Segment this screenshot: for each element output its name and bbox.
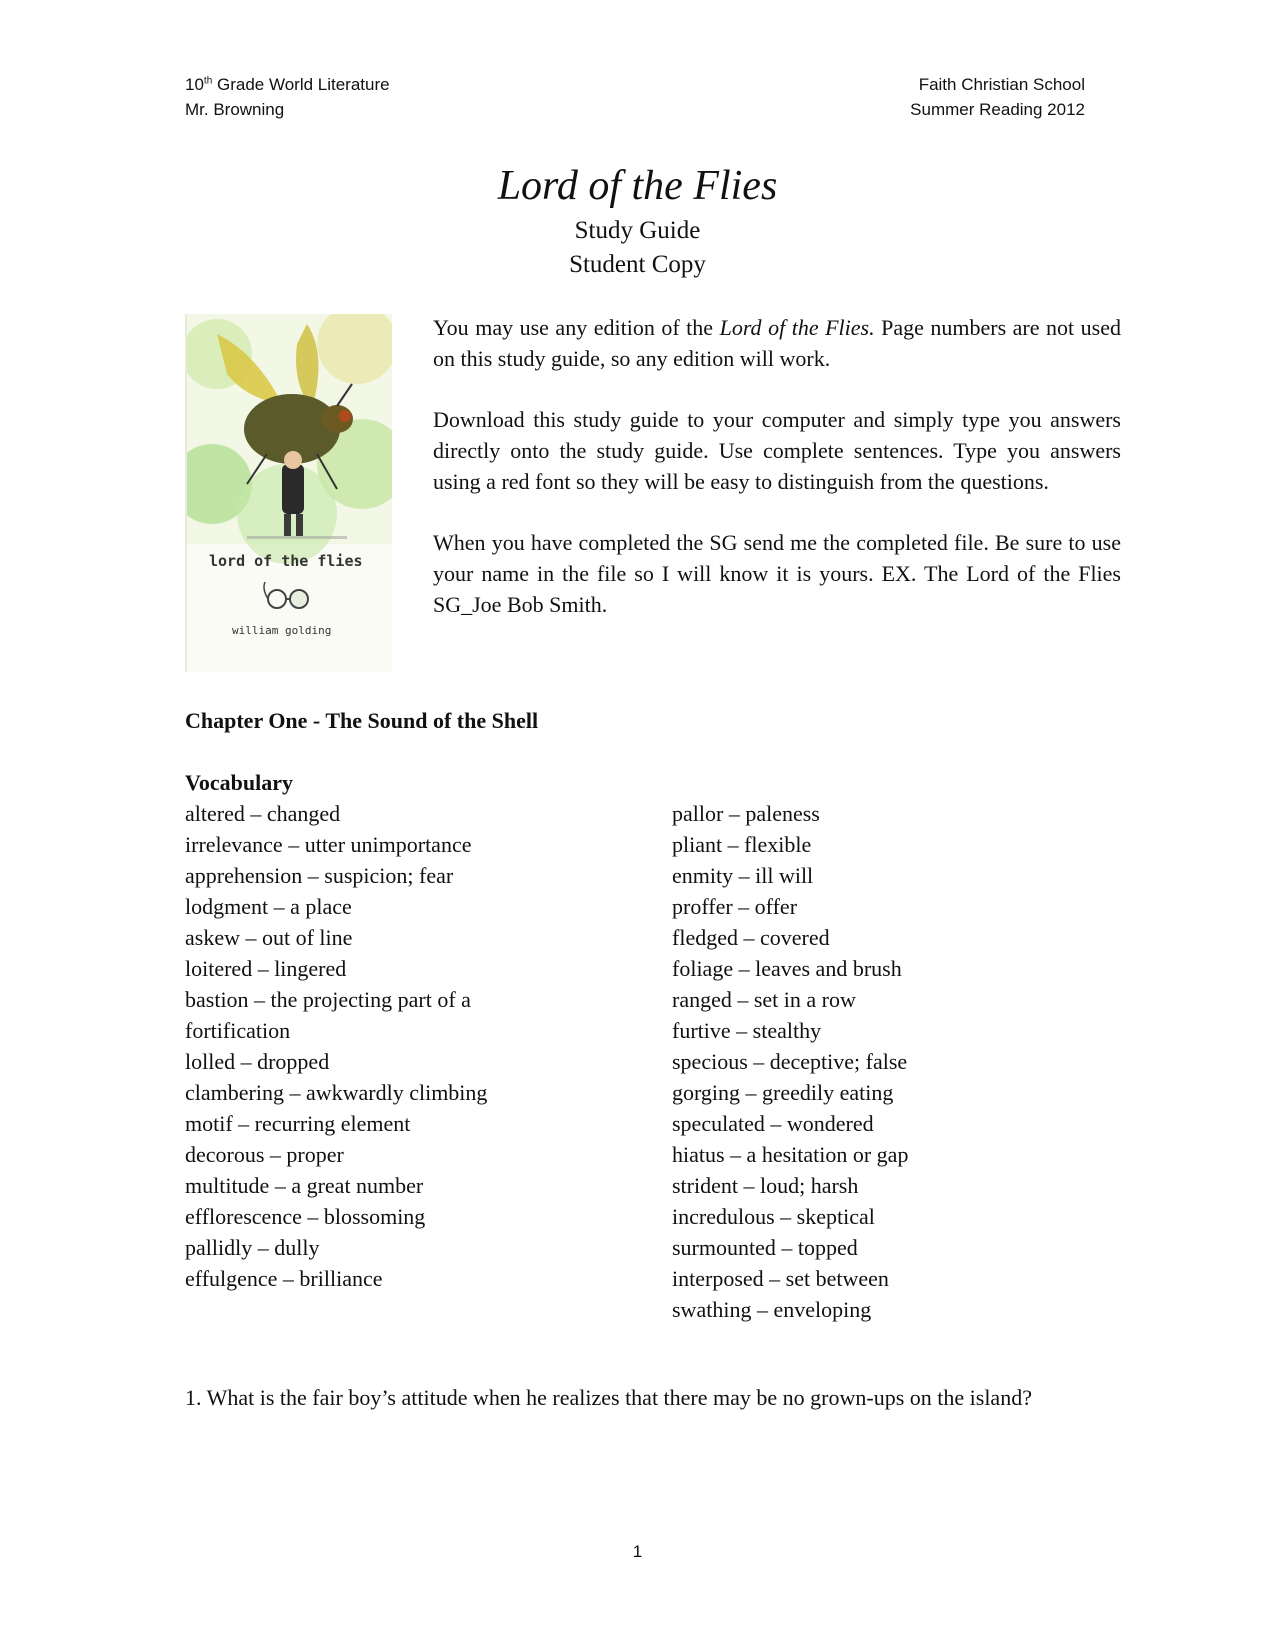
vocab-item: ranged – set in a row (672, 987, 856, 1012)
vocab-item: bastion – the projecting part of a (185, 987, 471, 1012)
vocab-item: lodgment – a place (185, 894, 352, 919)
subtitle-study-guide: Study Guide (574, 217, 701, 244)
vocab-item: pallor – paleness (672, 801, 820, 826)
teacher-name: Mr. Browning (185, 100, 285, 119)
vocab-item: efflorescence – blossoming (185, 1204, 426, 1229)
vocab-item: incredulous – skeptical (672, 1204, 875, 1229)
vocab-item: apprehension – suspicion; fear (185, 863, 454, 888)
vocab-item: altered – changed (185, 801, 341, 826)
vocab-item: specious – deceptive; false (672, 1049, 908, 1074)
vocab-item: pliant – flexible (672, 832, 812, 857)
document-title: Lord of the Flies (497, 163, 778, 209)
vocab-item: irrelevance – utter unimportance (185, 832, 472, 857)
vocab-item: motif – recurring element (185, 1111, 411, 1136)
vocab-item: loitered – lingered (185, 956, 347, 981)
vocab-item: effulgence – brilliance (185, 1266, 383, 1291)
vocab-item: fortification (185, 1018, 291, 1043)
header-right (820, 72, 1085, 122)
vocab-item: multitude – a great number (185, 1173, 424, 1198)
vocab-item: furtive – stealthy (672, 1018, 822, 1043)
instruction-download: Download this study guide to your computer and simply type you answers directly onto the study guide. Use complete sentences. Type you answers using a red font so they will be easy to distinguish from the questions. (433, 407, 1121, 494)
vocab-item: pallidly – dully (185, 1235, 320, 1260)
vocab-item: hiatus – a hesitation or gap (672, 1142, 909, 1167)
vocab-item: proffer – offer (672, 894, 798, 919)
vocab-item: gorging – greedily eating (672, 1080, 894, 1105)
vocab-item: swathing – enveloping (672, 1297, 872, 1322)
subtitle-student-copy: Student Copy (569, 251, 706, 278)
page-number: 1 (632, 1542, 643, 1561)
cover-author-text: william golding (232, 624, 332, 637)
vocab-item: enmity – ill will (672, 863, 814, 888)
vocab-item: lolled – dropped (185, 1049, 330, 1074)
vocab-item: speculated – wondered (672, 1111, 874, 1136)
term-label: Summer Reading 2012 (910, 100, 1085, 119)
vocab-item: foliage – leaves and brush (672, 956, 902, 981)
vocabulary-list-right (672, 798, 1092, 1325)
vocabulary-heading: Vocabulary (185, 770, 293, 795)
school-name: Faith Christian School (918, 75, 1085, 94)
course-title: 10th Grade World Literature (185, 75, 390, 94)
instruction-edition: You may use any edition of the Lord of the Flies. Page numbers are not used on this study guide, so any edition will work. (433, 315, 1121, 371)
vocab-item: strident – loud; harsh (672, 1173, 859, 1198)
question-1: 1. What is the fair boy’s attitude when he realizes that there may be no grown-ups on the island? (185, 1385, 1032, 1410)
vocab-item: fledged – covered (672, 925, 830, 950)
book-cover-illustration (187, 314, 392, 672)
instructions (433, 312, 1121, 650)
vocab-item: decorous – proper (185, 1142, 344, 1167)
book-cover-image (185, 314, 392, 672)
instruction-submit: When you have completed the SG send me the completed file. Be sure to use your name in the file so I will know it is yours. EX. The Lord of the Flies SG_Joe Bob Smith. (433, 530, 1121, 617)
vocab-item: interposed – set between (672, 1266, 889, 1291)
vocab-item: surmounted – topped (672, 1235, 858, 1260)
vocabulary-list-left (185, 798, 535, 1294)
cover-title-text: lord of the flies (209, 552, 363, 570)
vocab-item: clambering – awkwardly climbing (185, 1080, 488, 1105)
header-left (185, 72, 390, 122)
chapter-heading: Chapter One - The Sound of the Shell (185, 708, 539, 733)
vocab-item: askew – out of line (185, 925, 353, 950)
title-block (0, 158, 1275, 282)
